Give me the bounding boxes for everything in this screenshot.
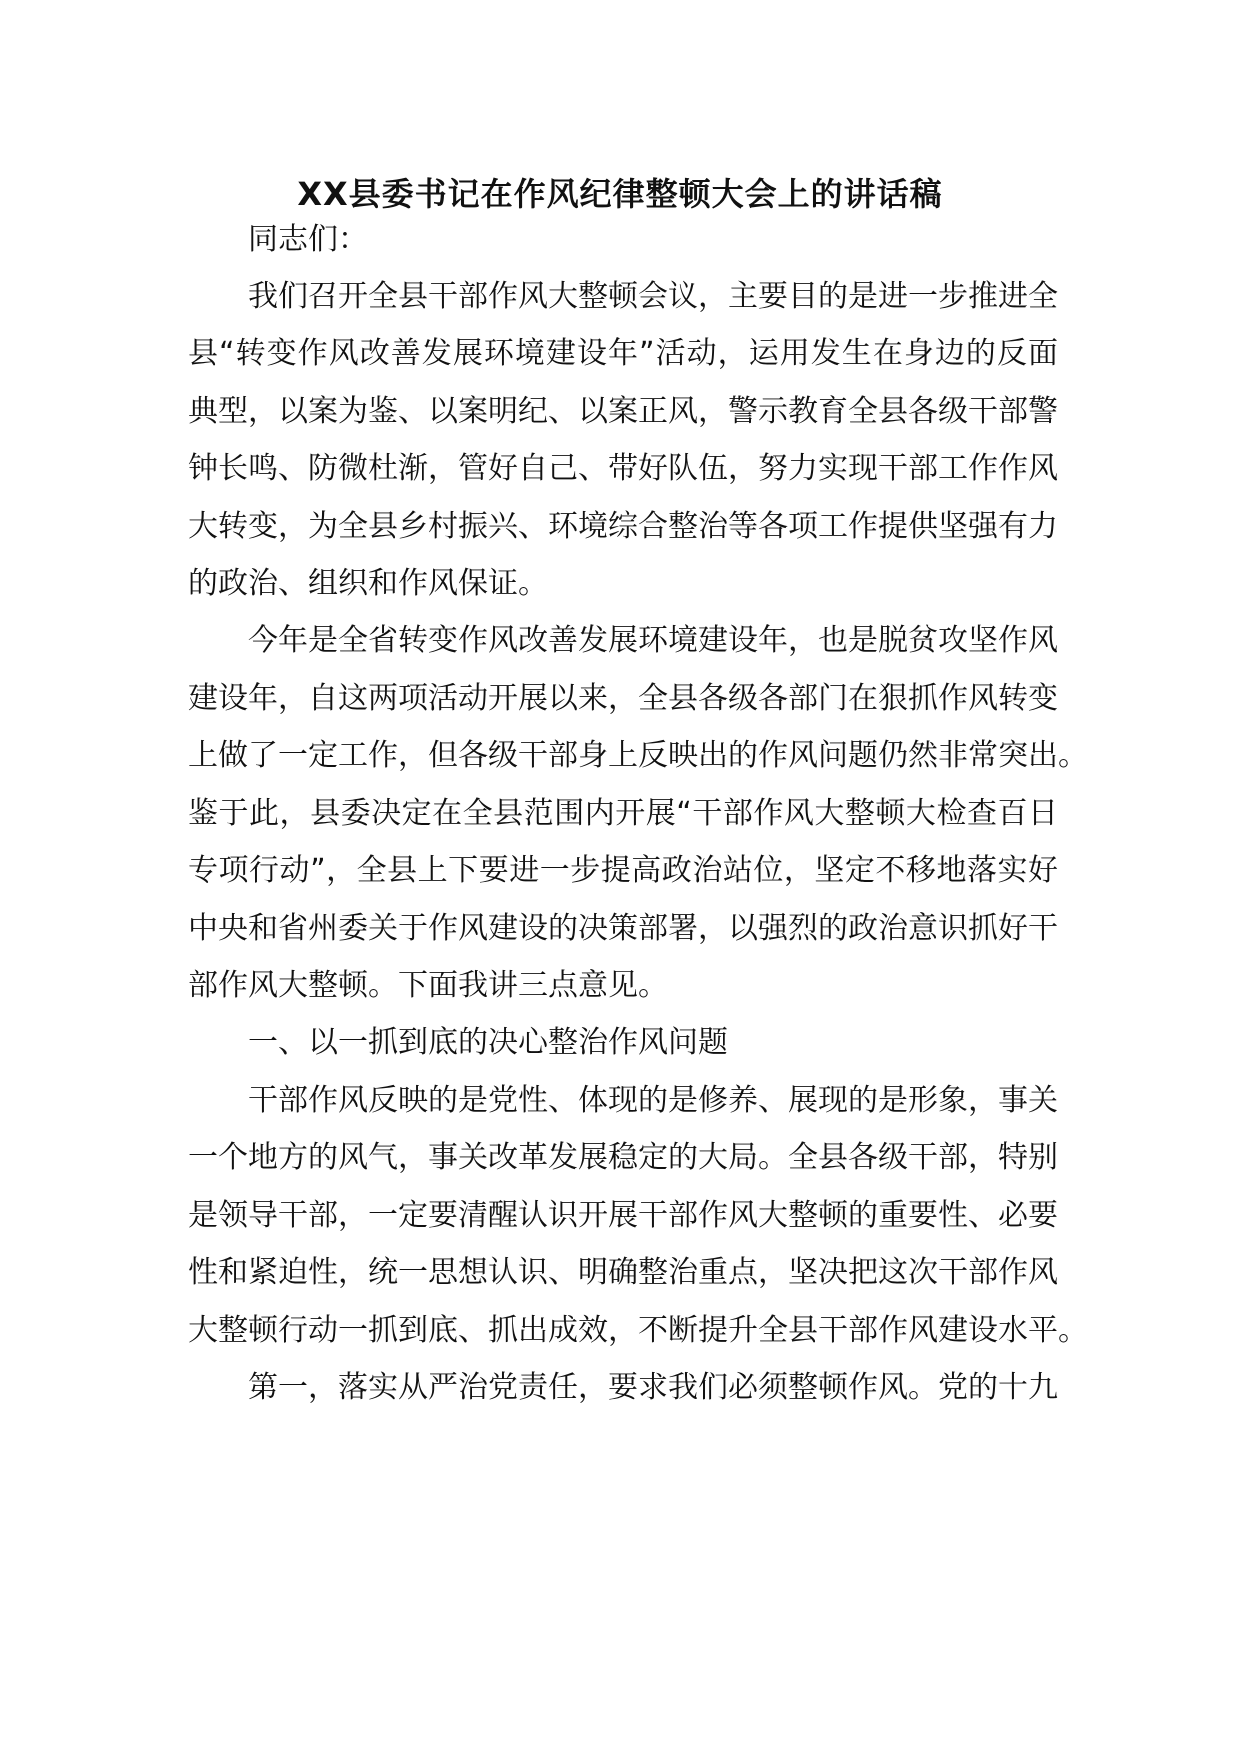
paragraph-line: 大整顿行动一抓到底、抓出成效，不断提升全县干部作风建设水平。 <box>188 1313 1088 1348</box>
paragraph-line: 县“转变作风改善发展环境建设年”活动，运用发生在身边的反面 <box>188 336 1058 371</box>
paragraph-line: 性和紧迫性，统一思想认识、明确整治重点，坚决把这次干部作风 <box>188 1255 1058 1290</box>
paragraph-line: 中央和省州委关于作风建设的决策部署，以强烈的政治意识抓好干 <box>188 911 1058 946</box>
paragraph-line: 大转变，为全县乡村振兴、环境综合整治等各项工作提供坚强有力 <box>188 509 1058 544</box>
paragraph-line: 鉴于此，县委决定在全县范围内开展“干部作风大整顿大检查百日 <box>188 796 1058 831</box>
document-title: XX县委书记在作风纪律整顿大会上的讲话稿 <box>297 175 943 213</box>
paragraph-line: 专项行动”，全县上下要进一步提高政治站位，坚定不移地落实好 <box>188 853 1058 888</box>
paragraph-line: 上做了一定工作，但各级干部身上反映出的作风问题仍然非常突出。 <box>188 738 1088 773</box>
paragraph-line: 第一，落实从严治党责任，要求我们必须整顿作风。党的十九 <box>248 1370 1058 1405</box>
paragraph-line: 钟长鸣、防微杜渐，管好自己、带好队伍，努力实现干部工作作风 <box>188 451 1058 486</box>
paragraph-line: 干部作风反映的是党性、体现的是修养、展现的是形象，事关 <box>248 1083 1058 1118</box>
paragraph-line: 今年是全省转变作风改善发展环境建设年，也是脱贫攻坚作风 <box>248 623 1058 658</box>
paragraph-line: 是领导干部，一定要清醒认识开展干部作风大整顿的重要性、必要 <box>188 1198 1058 1233</box>
paragraph-line: 部作风大整顿。下面我讲三点意见。 <box>188 968 668 1003</box>
paragraph-line: 的政治、组织和作风保证。 <box>188 566 548 601</box>
paragraph-line: 我们召开全县干部作风大整顿会议，主要目的是进一步推进全 <box>248 279 1058 314</box>
section-heading: 一、以一抓到底的决心整治作风问题 <box>248 1025 728 1060</box>
salutation: 同志们： <box>248 222 368 257</box>
paragraph-line: 典型，以案为鉴、以案明纪、以案正风，警示教育全县各级干部警 <box>188 394 1058 429</box>
paragraph-line: 一个地方的风气，事关改革发展稳定的大局。全县各级干部，特别 <box>188 1140 1058 1175</box>
paragraph-line: 建设年，自这两项活动开展以来，全县各级各部门在狠抓作风转变 <box>188 681 1058 716</box>
